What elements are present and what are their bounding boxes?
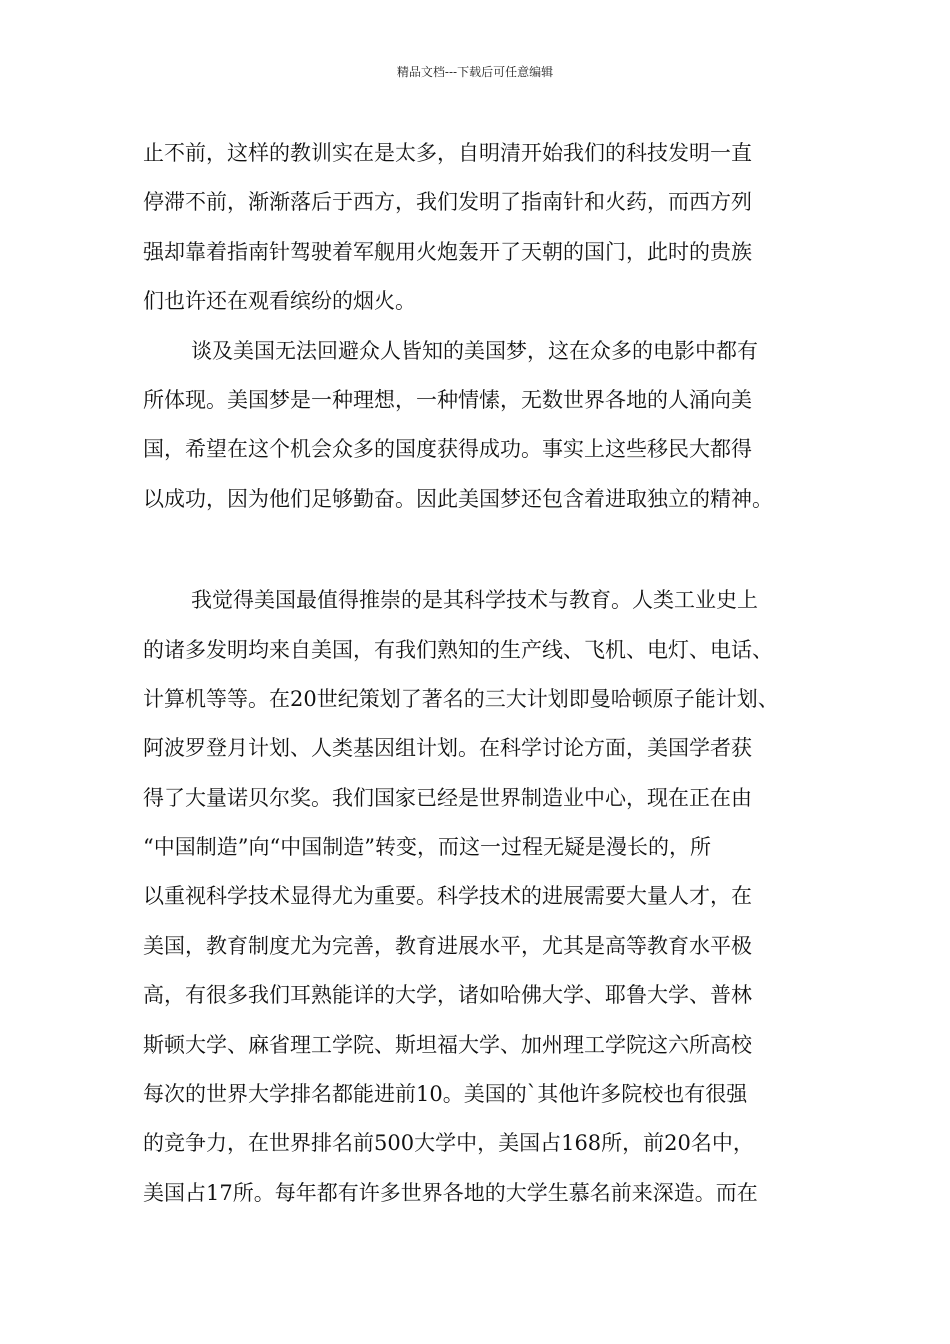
text-line: 计算机等等。在20世纪策划了著名的三大计划即曼哈顿原子能计划、 [143,686,779,711]
text-line: 得了大量诺贝尔奖。我们国家已经是世界制造业中心，现在正在由 [143,785,752,810]
text-line: 以成功，因为他们足够勤奋。因此美国梦还包含着进取独立的精神。 [143,486,773,511]
text-line: “中国制造”向“中国制造”转变，而这一过程无疑是漫长的，所 [143,835,711,860]
text-line: 们也许还在观看缤纷的烟火。 [143,289,416,314]
paragraph-2 [143,327,815,525]
text-line: 所体现。美国梦是一种理想，一种情愫，无数世界各地的人涌向美 [143,387,752,412]
text-line: 停滞不前，渐渐落后于西方，我们发明了指南针和火药，而西方列 [143,190,752,215]
text-line: 我觉得美国最值得推崇的是其科学技术与教育。人类工业史上 [191,588,758,613]
paragraph-1 [143,129,815,327]
text-line: 的竞争力，在世界排名前500大学中，美国占168所，前20名中， [143,1131,754,1156]
page-header: 精品文档---下载后可任意编辑 [396,65,554,79]
text-line: 阿波罗登月计划、人类基因组计划。在科学讨论方面，美国学者获 [143,736,752,761]
text-line: 每次的世界大学排名都能进前10。美国的`其他许多院校也有很强 [143,1082,748,1107]
text-line: 强却靠着指南针驾驶着军舰用火炮轰开了天朝的国门，此时的贵族 [143,239,752,264]
text-line: 美国占17所。每年都有许多世界各地的大学生慕名前来深造。而在 [143,1180,758,1205]
text-line: 高，有很多我们耳熟能详的大学，诸如哈佛大学、耶鲁大学、普林 [143,983,752,1008]
text-line: 国，希望在这个机会众多的国度获得成功。事实上这些移民大都得 [143,437,752,462]
text-line: 斯顿大学、麻省理工学院、斯坦福大学、加州理工学院这六所高校 [143,1032,752,1057]
paragraph-spacer [143,524,815,576]
text-line: 美国，教育制度尤为完善，教育进展水平，尤其是高等教育水平极 [143,933,752,958]
paragraph-3 [143,576,815,1218]
document-body [143,129,815,1218]
text-line: 的诸多发明均来自美国，有我们熟知的生产线、飞机、电灯、电话、 [143,637,773,662]
text-line: 止不前，这样的教训实在是太多，自明清开始我们的科技发明一直 [143,141,752,165]
text-line: 以重视科学技术显得尤为重要。科学技术的进展需要大量人才，在 [143,884,752,909]
text-line: 谈及美国无法回避众人皆知的美国梦，这在众多的电影中都有 [191,338,758,363]
